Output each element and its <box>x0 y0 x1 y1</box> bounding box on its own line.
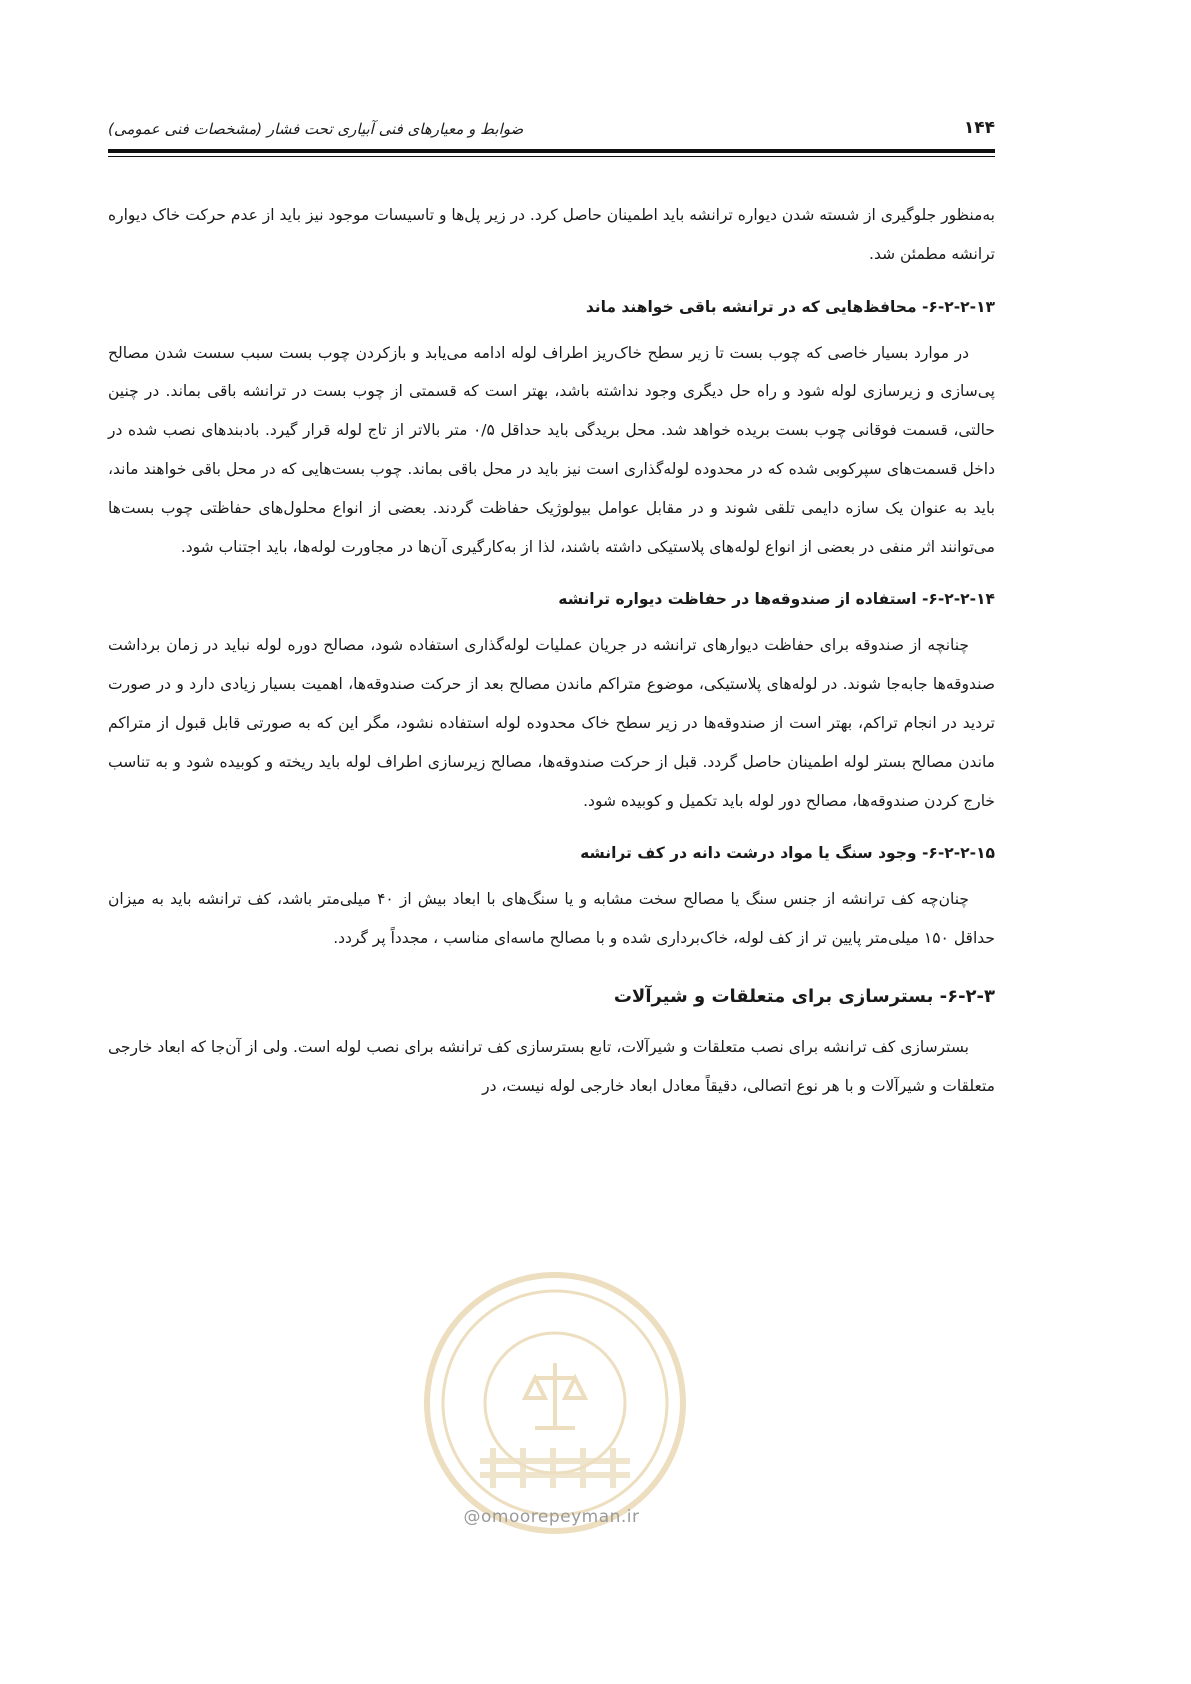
paragraph-remaining-protection: در موارد بسیار خاصی که چوب بست تا زیر سطح خاک‌ریز اطراف لوله ادامه می‌یابد و بازکردن چوب بست سبب سست شدن مصالح پی‌سازی و زیرسازی لوله شود و راه حل دیگری وجود نداشته باشد، بهتر است که قسمتی از چوب بست در ترانشه باقی بماند. در چنین حالتی، قسمت فوقانی چوب بست بریده خواهد شد. محل بریدگی باید حداقل ۰/۵ متر بالاتر از تاج لوله قرار گیرد. بادبندهای نصب شده در داخل قسمت‌های سپرکوبی شده که در محدوده لوله‌گذاری است نیز باید در محل باقی بماند. چوب بست‌هایی که در محل باقی خواهند ماند، باید به عنوان یک سازه دایمی تلقی شوند و در مقابل عوامل بیولوژیک حفاظت گردند. بعضی از انواع محلول‌های حفاظتی چوب بست‌ها می‌توانند اثر منفی در بعضی از انواع لوله‌های پلاستیکی داشته باشند، لذا از به‌کارگیری آن‌ها در مجاورت لوله‌ها، باید اجتناب شود. <box>108 343 995 556</box>
running-title: ضوابط و معیارهای فنی آبیاری تحت فشار (مشخصات فنی عمومی) <box>108 120 524 138</box>
seal-watermark-icon <box>420 1268 690 1538</box>
paragraph-intro: به‌منظور جلوگیری از شسته شدن دیواره ترانشه باید اطمینان حاصل کرد. در زیر پل‌ها و تاسیسات موجود نیز باید از عدم حرکت خاک دیواره ترانشه مطمئن شد. <box>108 206 995 263</box>
section-heading-6-2-2-15: ۶-۲-۲-۱۵- وجود سنگ یا مواد درشت دانه در کف ترانشه <box>580 844 995 863</box>
section-heading-6-2-2-14: ۶-۲-۲-۱۴- استفاده از صندوقه‌ها در حفاظت دیواره ترانشه <box>558 590 995 609</box>
section-heading-6-2-3: ۶-۲-۳- بسترسازی برای متعلقات و شیرآلات <box>613 985 995 1007</box>
page-number: ۱۴۴ <box>963 118 995 138</box>
paragraph-fittings-bedding: بسترسازی کف ترانشه برای نصب متعلقات و شیرآلات، تابع بسترسازی کف ترانشه برای نصب لوله است. ولی از آن‌جا که ابعاد خارجی متعلقات و شیرآلات و با هر نوع اتصالی، دقیقاً معادل ابعاد خارجی لوله نیست، در <box>108 1037 995 1095</box>
page-header <box>108 112 995 146</box>
watermark-site-text: @omoorepeyman.ir <box>463 1507 640 1527</box>
header-rule-thick <box>108 149 995 153</box>
document-body <box>108 196 995 1106</box>
section-heading-6-2-2-13: ۶-۲-۲-۱۳- محافظ‌هایی که در ترانشه باقی خواهند ماند <box>585 297 995 316</box>
paragraph-rock-bottom: چنان‌چه کف ترانشه از جنس سنگ یا مصالح سخت مشابه و یا سنگ‌های با ابعاد بیش از ۴۰ میلی‌متر باشد، کف ترانشه باید به میزان حداقل ۱۵۰ میلی‌متر پایین تر از کف لوله، خاک‌برداری شده و با مصالح ماسه‌ای مناسب ، مجدداً پر گردد. <box>108 890 995 948</box>
header-rule-thin <box>108 156 995 157</box>
paragraph-trench-boxes: چنانچه از صندوقه برای حفاظت دیوارهای ترانشه در جریان عملیات لوله‌گذاری استفاده شود، مصالح دوره لوله نباید در زمان برداشت صندوقه‌ها جابه‌جا شوند. در لوله‌های پلاستیکی، موضوع متراکم ماندن مصالح بعد از حرکت صندوقه‌ها، اهمیت بسیار زیادی دارد و در صورت تردید در انجام تراکم، بهتر است از صندوقه‌ها در زیر سطح خاک محدوده لوله استفاده نشود، مگر این که به صورتی قابل قبول از متراکم ماندن مصالح بستر لوله اطمینان حاصل گردد. قبل از حرکت صندوقه‌ها، مصالح زیرسازی اطراف لوله باید ریخته و کوبیده شود و به تناسب خارج کردن صندوقه‌ها، مصالح دور لوله باید تکمیل و کوبیده شود. <box>108 636 995 810</box>
